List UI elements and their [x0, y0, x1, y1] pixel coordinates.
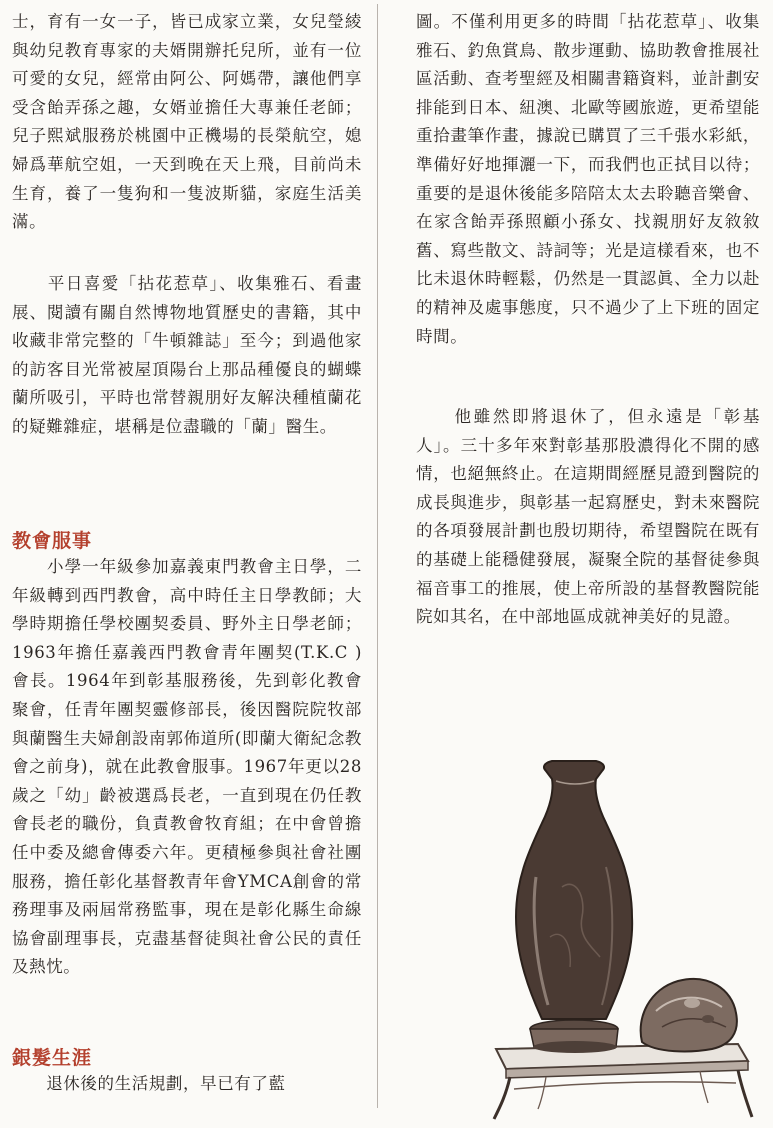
paragraph-hobbies: 平日喜愛「拈花惹草」、收集雅石、看畫展、閱讀有關自然博物地質歷史的書籍，其中收藏非常完整的「牛頓雜誌」至今；到過他家的訪客目光常被屋頂陽台上那品種優良的蝴蝶蘭所吸引，平時也常替親朋好友解決種植蘭花的疑難雜症，堪稱是位盡職的「蘭」醫生。: [12, 274, 362, 436]
vase-and-stone-ink-illustration: [486, 757, 756, 1125]
paragraph-family: 士，育有一女一子，皆已成家立業，女兒瑩綾與幼兒教育專家的夫婿開辦托兒所，並有一位可愛的女兒，經常由阿公、阿媽帶，讓他們享受含飴弄孫之趣，女婿並擔任大專兼任老師；兒子熙斌服務於桃園中正機場的長榮航空，媳婦爲華航空姐，一天到晚在天上飛，目前尚未生育，養了一隻狗和一隻波斯貓，家庭生活美滿。: [12, 12, 362, 232]
section-heading-church-service: 教會服事: [12, 530, 93, 552]
paragraph-retirement-continued: 圖。不僅利用更多的時間「拈花惹草」、收集雅石、釣魚賞鳥、散步運動、協助教會推展社區活動、查考聖經及相關書籍資料，並計劃安排能到日本、紐澳、北歐等國旅遊，更希望能重拾畫筆作畫，據說已購買了三千張水彩紙，準備好好地揮灑一下，而我們也正拭目以待；重要的是退休後能多陪陪太太去聆聽音樂會、在家含飴弄孫照顧小孫女、找親朋好友敘敘舊、寫些散文、詩詞等；光是這樣看來，也不比未退休時輕鬆，仍然是一貫認眞、全力以赴的精神及處事態度，只不過少了上下班的固定時間。: [416, 12, 760, 346]
paragraph-retirement-start: 退休後的生活規劃，早已有了藍: [12, 1074, 286, 1093]
paragraph-church-service: 小學一年級參加嘉義東門教會主日學，二年級轉到西門教會，高中時任主日學教師；大學時期擔任學校團契委員、野外主日學老師；1963年擔任嘉義西門教會青年團契(T.K.C )會長。1964年到彰基服務後，先到彰化教會聚會，任青年團契靈修部長，後因醫院院牧部與蘭醫生夫婦創設南郭佈道所(即蘭大衛紀念教會之前身)，就在此教會服事。1967年更以28歲之「幼」齡被選爲長老，一直到現在仍任教會長老的職份，負責教會牧育組；在中會曾擔任中委及總會傳委六年。更積極參與社會社團服務，擔任彰化基督教青年會YMCA創會的常務理事及兩屆常務監事，現在是彰化縣生命線協會副理事長，克盡基督徒與社會公民的責任及熱忱。: [12, 557, 362, 977]
paragraph-legacy: 他雖然即將退休了，但永遠是「彰基人」。三十多年來對彰基那股濃得化不開的感情，也絕無終止。在這期間經歷見證到醫院的成長與進步，與彰基一起寫歷史，對未來醫院的各項發展計劃也殷切期待，希望醫院在既有的基礎上能穩健發展，凝聚全院的基督徒參與福音事工的推展，使上帝所設的基督教醫院能院如其名，在中部地區成就神美好的見證。: [416, 407, 760, 627]
column-divider: [377, 4, 378, 1108]
section-heading-retirement: 銀髮生涯: [12, 1047, 93, 1069]
